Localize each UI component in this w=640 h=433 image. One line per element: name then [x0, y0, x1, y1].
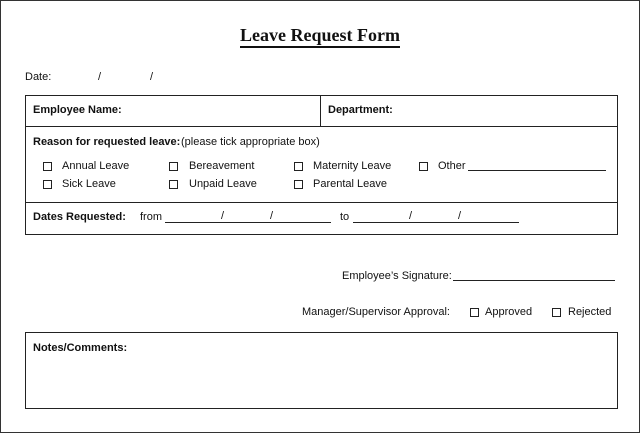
divider	[320, 95, 321, 126]
other-checkbox[interactable]	[419, 162, 428, 171]
approved-label: Approved	[485, 306, 533, 318]
dates-requested-label: Dates Requested:	[33, 211, 126, 223]
bereavement-checkbox[interactable]	[169, 162, 178, 171]
from-date-separator: /	[270, 210, 274, 222]
rejected-label: Rejected	[568, 306, 612, 318]
rejected-checkbox[interactable]	[552, 308, 561, 317]
reason-label: Reason for requested leave:	[33, 136, 181, 148]
from-label: from	[140, 211, 162, 223]
to-date-separator: /	[409, 210, 413, 222]
reason-hint: (please tick appropriate box)	[181, 136, 320, 148]
maternity-leave-checkbox[interactable]	[294, 162, 303, 171]
signature-label: Employee’s Signature:	[342, 270, 452, 282]
bereavement-label: Bereavement	[189, 160, 255, 172]
other-label: Other	[438, 160, 466, 172]
date-label: Date:	[25, 71, 52, 83]
annual-leave-checkbox[interactable]	[43, 162, 52, 171]
employee-name-label: Employee Name:	[33, 104, 122, 116]
date-separator: /	[98, 71, 102, 83]
sick-leave-checkbox[interactable]	[43, 180, 52, 189]
to-date-field[interactable]	[353, 222, 519, 223]
sick-leave-label: Sick Leave	[62, 178, 116, 190]
date-separator: /	[150, 71, 154, 83]
approved-checkbox[interactable]	[470, 308, 479, 317]
notes-label: Notes/Comments:	[33, 342, 128, 354]
form-title-wrap	[1, 25, 639, 46]
from-date-field[interactable]	[165, 222, 331, 223]
to-date-separator: /	[458, 210, 462, 222]
divider	[25, 126, 618, 127]
from-date-separator: /	[221, 210, 225, 222]
approval-label: Manager/Supervisor Approval:	[302, 306, 450, 318]
signature-field[interactable]	[453, 280, 615, 281]
unpaid-leave-label: Unpaid Leave	[189, 178, 257, 190]
parental-leave-checkbox[interactable]	[294, 180, 303, 189]
unpaid-leave-checkbox[interactable]	[169, 180, 178, 189]
divider	[25, 202, 618, 203]
maternity-leave-label: Maternity Leave	[313, 160, 392, 172]
parental-leave-label: Parental Leave	[313, 178, 387, 190]
other-specify-field[interactable]	[468, 170, 606, 171]
annual-leave-label: Annual Leave	[62, 160, 130, 172]
department-label: Department:	[328, 104, 393, 116]
form-title: Leave Request Form	[240, 25, 400, 48]
to-label: to	[340, 211, 350, 223]
